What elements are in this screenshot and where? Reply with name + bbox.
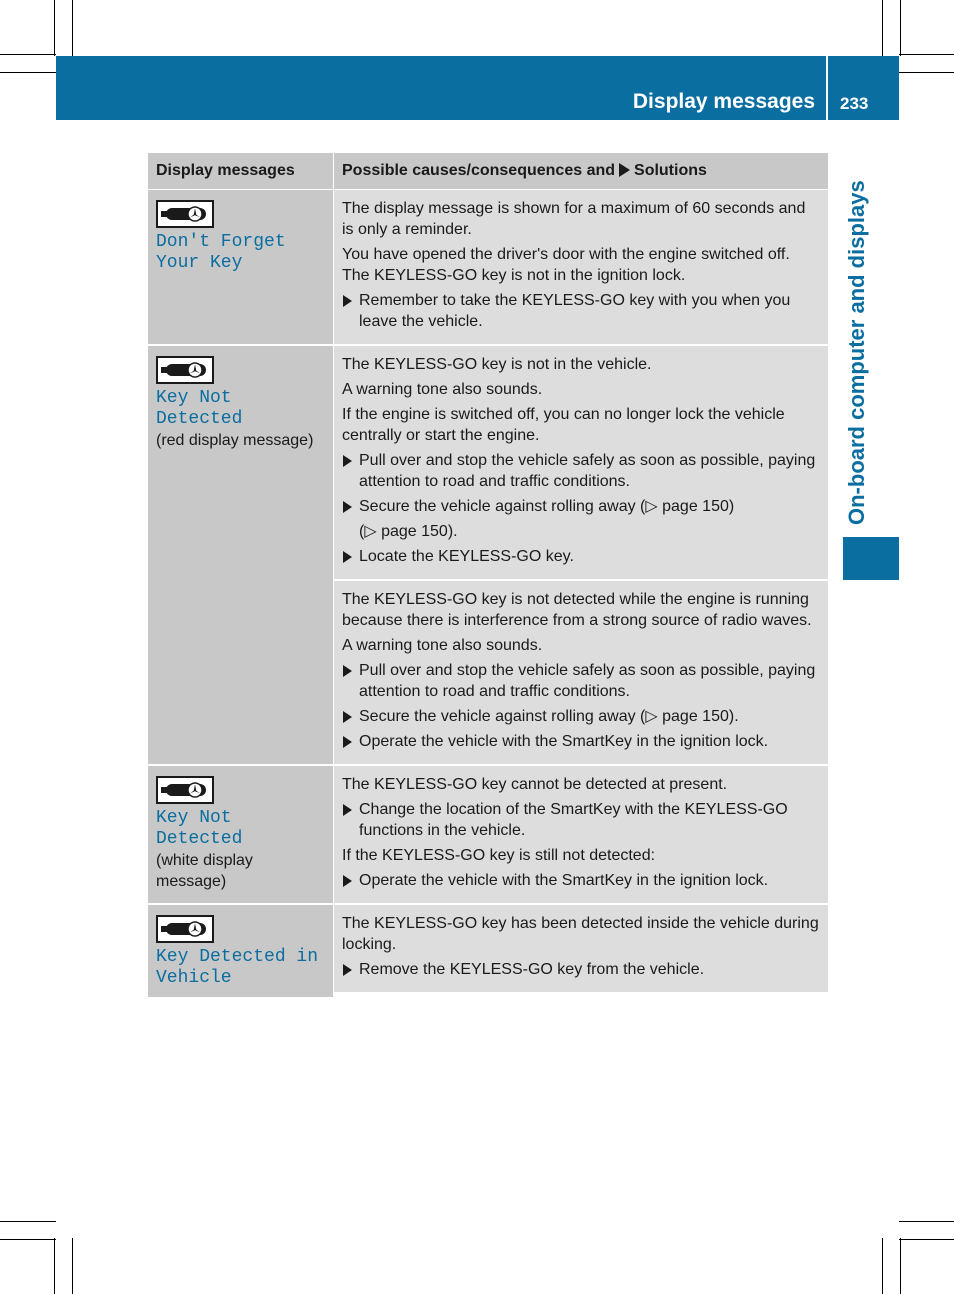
cause-paragraph: A warning tone also sounds. bbox=[342, 381, 543, 398]
page-header bbox=[56, 56, 899, 120]
table-row bbox=[148, 766, 828, 905]
page-number: 233 bbox=[840, 94, 869, 113]
action-step: Secure the vehicle against rolling away (▷ page 150). bbox=[342, 706, 821, 727]
crop-mark bbox=[899, 1239, 954, 1240]
message-note: (white display message) bbox=[156, 852, 253, 890]
column-header-messages: Display messages bbox=[148, 153, 334, 189]
message-cell bbox=[148, 190, 334, 344]
action-step: Operate the vehicle with the SmartKey in the ignition lock. bbox=[342, 870, 821, 891]
solutions-block bbox=[334, 346, 828, 579]
section-side-title: On-board computer and displays bbox=[844, 180, 869, 525]
smart-key-icon bbox=[156, 776, 214, 804]
smart-key-icon bbox=[156, 356, 214, 384]
table-row bbox=[148, 346, 828, 766]
solutions-cell bbox=[334, 190, 828, 344]
solutions-block bbox=[334, 905, 828, 992]
cause-paragraph: The KEYLESS-GO key cannot be detected at present. bbox=[342, 776, 728, 793]
smart-key-icon bbox=[156, 200, 214, 228]
column-header-solutions: Possible causes/consequences and Solutions bbox=[342, 162, 707, 179]
crop-mark bbox=[899, 54, 954, 55]
cause-paragraph: The display message is shown for a maximum of 60 seconds and is only a reminder. bbox=[342, 200, 806, 238]
solutions-block bbox=[334, 766, 828, 903]
solutions-block bbox=[334, 579, 828, 764]
header-divider bbox=[826, 56, 828, 120]
crop-mark bbox=[72, 0, 73, 56]
solutions-block bbox=[334, 190, 828, 344]
action-step: Remember to take the KEYLESS-GO key with you when you leave the vehicle. bbox=[342, 290, 821, 332]
section-tab-marker bbox=[843, 537, 899, 580]
table-row bbox=[148, 905, 828, 999]
action-step-continuation: (▷ page 150). bbox=[359, 523, 458, 540]
display-message-text: Key Detected in Vehicle bbox=[156, 947, 319, 988]
action-step: Remove the KEYLESS-GO key from the vehicle. bbox=[342, 959, 821, 980]
cause-paragraph: The KEYLESS-GO key is not detected while the engine is running because there is interference from a strong source of radio waves. bbox=[342, 591, 812, 629]
display-messages-table bbox=[148, 153, 828, 999]
cause-paragraph: The KEYLESS-GO key has been detected inside the vehicle during locking. bbox=[342, 915, 819, 953]
message-cell bbox=[148, 766, 334, 903]
crop-mark bbox=[882, 1238, 883, 1294]
crop-mark bbox=[900, 0, 901, 56]
crop-mark bbox=[0, 1221, 56, 1222]
display-message-text: Key Not Detected bbox=[156, 388, 243, 429]
action-step: Pull over and stop the vehicle safely as soon as possible, paying attention to road and traffic conditions. bbox=[342, 450, 821, 492]
crop-mark bbox=[899, 72, 954, 73]
cause-paragraph: If the KEYLESS-GO key is still not detected: bbox=[342, 847, 656, 864]
crop-mark bbox=[0, 1239, 56, 1240]
display-message-text: Don't Forget Your Key bbox=[156, 232, 286, 273]
table-row bbox=[148, 190, 828, 346]
solutions-cell bbox=[334, 346, 828, 764]
page-title: Display messages bbox=[632, 90, 815, 113]
table-body bbox=[148, 190, 828, 999]
cause-paragraph: The KEYLESS-GO key is not in the vehicle. bbox=[342, 356, 652, 373]
message-cell bbox=[148, 346, 334, 764]
action-step: Operate the vehicle with the SmartKey in the ignition lock. bbox=[342, 731, 821, 752]
solutions-cell bbox=[334, 766, 828, 903]
action-step: Locate the KEYLESS-GO key. bbox=[342, 546, 821, 567]
cause-paragraph: If the engine is switched off, you can no longer lock the vehicle centrally or start the engine. bbox=[342, 406, 785, 444]
crop-mark bbox=[54, 1238, 55, 1294]
arrow-icon bbox=[619, 163, 630, 177]
cause-paragraph: You have opened the driver's door with the engine switched off. The KEYLESS-GO key is not in the ignition lock. bbox=[342, 246, 790, 284]
cause-paragraph: A warning tone also sounds. bbox=[342, 637, 543, 654]
message-cell bbox=[148, 905, 334, 997]
message-note: (red display message) bbox=[156, 432, 314, 449]
crop-mark bbox=[0, 54, 56, 55]
table-header bbox=[148, 153, 828, 190]
action-step: Change the location of the SmartKey with the KEYLESS-GO functions in the vehicle. bbox=[342, 799, 821, 841]
crop-mark bbox=[882, 0, 883, 56]
action-step: Secure the vehicle against rolling away (▷ page 150) bbox=[342, 496, 821, 517]
crop-mark bbox=[899, 1221, 954, 1222]
crop-mark bbox=[54, 0, 55, 56]
action-step: Pull over and stop the vehicle safely as soon as possible, paying attention to road and traffic conditions. bbox=[342, 660, 821, 702]
display-message-text: Key Not Detected bbox=[156, 808, 243, 849]
crop-mark bbox=[900, 1238, 901, 1294]
crop-mark bbox=[0, 72, 56, 73]
smart-key-icon bbox=[156, 915, 214, 943]
solutions-cell bbox=[334, 905, 828, 997]
crop-mark bbox=[72, 1238, 73, 1294]
